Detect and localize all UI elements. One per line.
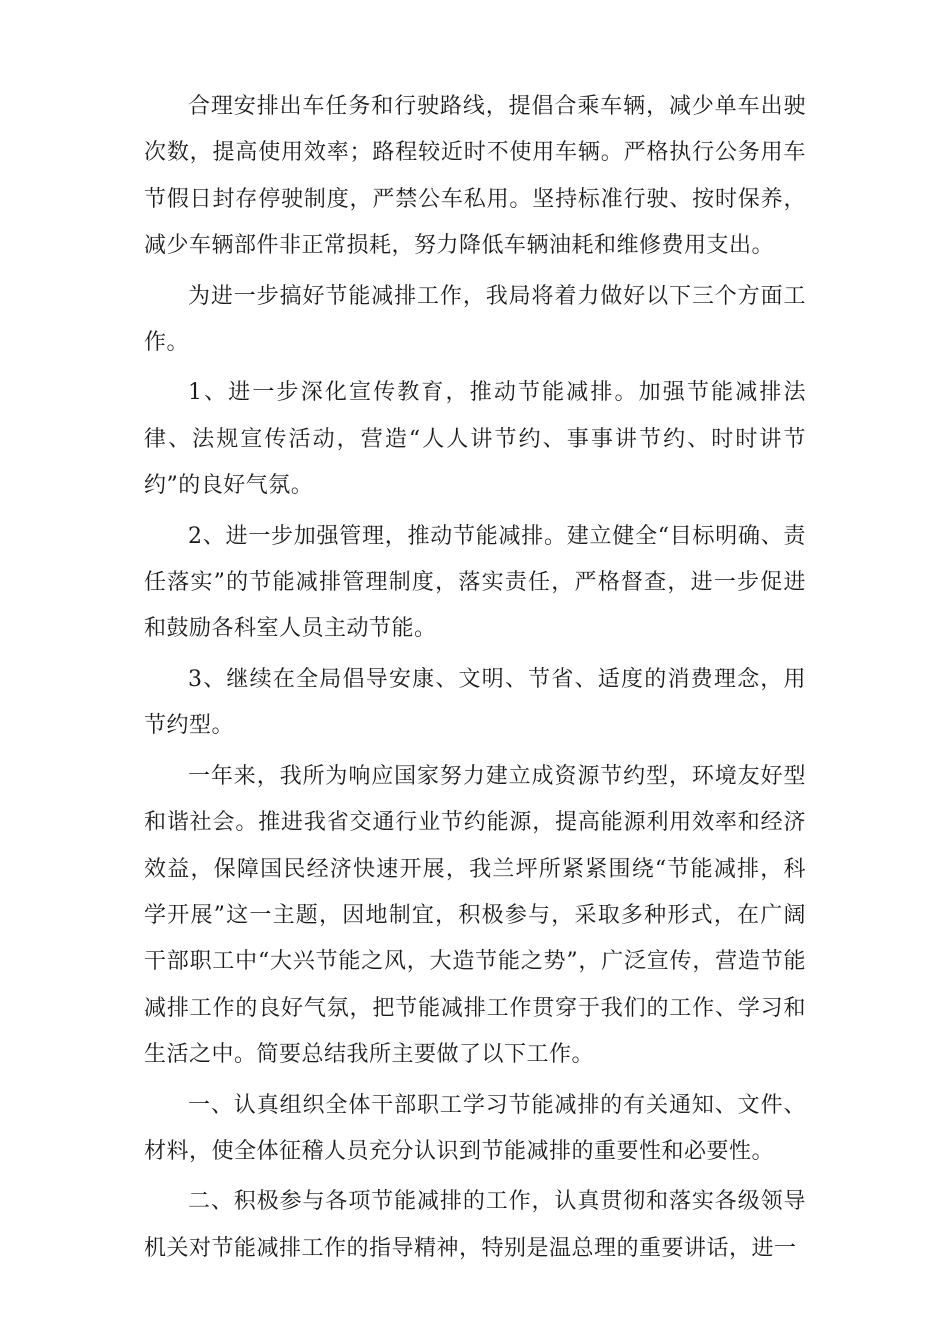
paragraph-item-1: 1、进一步深化宣传教育，推动节能减排。加强节能减排法律、法规宣传活动，营造“人人讲节约、事事讲节约、时时讲节约”的良好气氛。 (144, 380, 806, 499)
paragraph-annual-summary: 一年来，我所为响应国家努力建立成资源节约型，环境友好型和谐社会。推进我省交通行业节约能源，提高能源利用效率和经济效益，保障国民经济快速开展，我兰坪所紧紧围绕“节能减排，科学开展”这一主题，因地制宜，积极参与，采取多种形式，在广阔干部职工中“大兴节能之风，大造节能之势”，广泛宣传，营造节能减排工作的良好气氛，把节能减排工作贯穿于我们的工作、学习和生活之中。简要总结我所主要做了以下工作。 (144, 763, 806, 1068)
paragraph-section-one: 一、认真组织全体干部职工学习节能减排的有关通知、文件、材料，使全体征稽人员充分认识到节能减排的重要性和必要性。 (144, 1092, 806, 1164)
document-body (144, 84, 806, 1276)
paragraph-vehicle-management: 合理安排出车任务和行驶路线，提倡合乘车辆，减少单车出驶次数，提高使用效率；路程较近时不使用车辆。严格执行公务用车节假日封存停驶制度，严禁公车私用。坚持标准行驶、按时保养，减少车辆部件非正常损耗，努力降低车辆油耗和维修费用支出。 (144, 94, 806, 259)
paragraph-section-two: 二、积极参与各项节能减排的工作，认真贯彻和落实各级领导机关对节能减排工作的指导精神，特别是温总理的重要讲话，进一 (144, 1189, 806, 1261)
paragraph-item-2: 2、进一步加强管理，推动节能减排。建立健全“目标明确、责任落实”的节能减排管理制度，落实责任，严格督查，进一步促进和鼓励各科室人员主动节能。 (144, 523, 806, 642)
paragraph-plan-intro: 为进一步搞好节能减排工作，我局将着力做好以下三个方面工作。 (144, 283, 806, 356)
paragraph-item-3: 3、继续在全局倡导安康、文明、节省、适度的消费理念，用节约型。 (144, 666, 806, 739)
